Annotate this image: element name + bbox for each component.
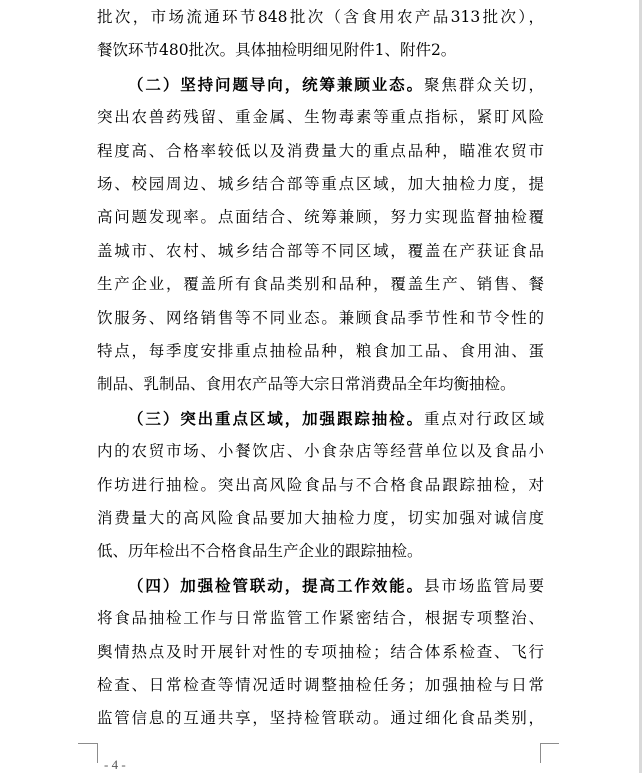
body-text-line	[97, 602, 544, 635]
line-text: 检查、日常检查等情况适时调整抽检任务；加强抽检与日常	[97, 676, 544, 694]
line-text: 县市场监管局要	[424, 576, 544, 595]
line-text: 聚焦群众关切，	[424, 75, 544, 94]
line-text: 餐饮环节480批次。具体抽检明细见附件1、附件2。	[97, 41, 457, 60]
section-heading: （四）加强检管联动，提高工作效能。	[128, 575, 424, 595]
line-text: 饮服务、网络销售等不同业态。兼顾食品季节性和节令性的	[97, 308, 544, 327]
body-text-line	[97, 268, 544, 301]
line-text: 消费量大的高风险食品要加大抽检力度，切实加强对诚信度	[97, 509, 544, 527]
body-text-line	[97, 636, 544, 669]
line-text: 场、校园周边、城乡结合部等重点区域，加大抽检力度，提	[97, 175, 544, 193]
line-text: 重点对行政区域	[424, 409, 544, 428]
body-text-line	[97, 669, 544, 702]
line-text: 将食品抽检工作与日常监管工作紧密结合，根据专项整治、	[97, 609, 544, 628]
line-text: 作坊进行抽检。突出高风险食品与不合格食品跟踪抽检，对	[97, 475, 544, 494]
body-text-line	[97, 135, 544, 168]
line-text: 突出农兽药残留、重金属、生物毒素等重点指标，紧盯风险	[97, 108, 544, 127]
body-text-line	[97, 335, 544, 368]
body-text-line	[97, 702, 544, 735]
crop-mark-right-vertical	[540, 743, 541, 763]
line-text: 盖城市、农村、城乡结合部等不同区域，覆盖在产获证食品	[97, 241, 544, 260]
body-text-line	[97, 502, 544, 535]
body-text-line	[97, 34, 544, 67]
crop-mark-left-horizontal	[78, 743, 97, 744]
body-text-line	[97, 435, 544, 468]
line-text: 舆情热点及时开展针对性的专项抽检；结合体系检查、飞行	[97, 642, 544, 661]
line-text: 程度高、合格率较低以及消费量大的重点品种，瞄准农贸市	[97, 141, 544, 160]
section-heading: （二）坚持问题导向，统筹兼顾业态。	[128, 74, 424, 94]
line-text: 特点，每季度安排重点抽检品种，粮食加工品、食用油、蛋	[97, 342, 544, 360]
line-text: 低、历年检出不合格食品生产企业的跟踪抽检。	[97, 542, 423, 561]
line-text: 批次，市场流通环节848批次（含食用农产品313批次），	[97, 8, 544, 26]
body-text-line	[97, 302, 544, 335]
body-text-line	[97, 535, 544, 568]
crop-mark-left-vertical	[97, 743, 98, 763]
body-text-line	[97, 168, 544, 201]
body-text-line	[97, 235, 544, 268]
paragraph-heading-line	[128, 402, 544, 435]
body-text-line	[97, 368, 544, 401]
paragraph-heading-line	[128, 569, 544, 602]
body-text-line	[97, 201, 544, 234]
section-heading: （三）突出重点区域，加强跟踪抽检。	[128, 408, 424, 428]
crop-mark-right-horizontal	[540, 743, 559, 744]
paragraph-heading-line	[128, 68, 544, 101]
page-number: - 4 -	[104, 757, 126, 772]
body-text-line	[97, 469, 544, 502]
line-text: 生产企业，覆盖所有食品类别和品种，覆盖生产、销售、餐	[97, 275, 544, 294]
body-text-line	[97, 101, 544, 134]
line-text: 内的农贸市场、小餐饮店、小食杂店等经营单位以及食品小	[97, 442, 544, 461]
body-text-line	[97, 1, 544, 34]
line-text: 高问题发现率。点面结合、统筹兼顾，努力实现监督抽检覆	[97, 208, 544, 227]
line-text: 制品、乳制品、食用农产品等大宗日常消费品全年均衡抽检。	[97, 375, 516, 394]
line-text: 监管信息的互通共享，坚持检管联动。通过细化食品类别，	[97, 709, 544, 728]
